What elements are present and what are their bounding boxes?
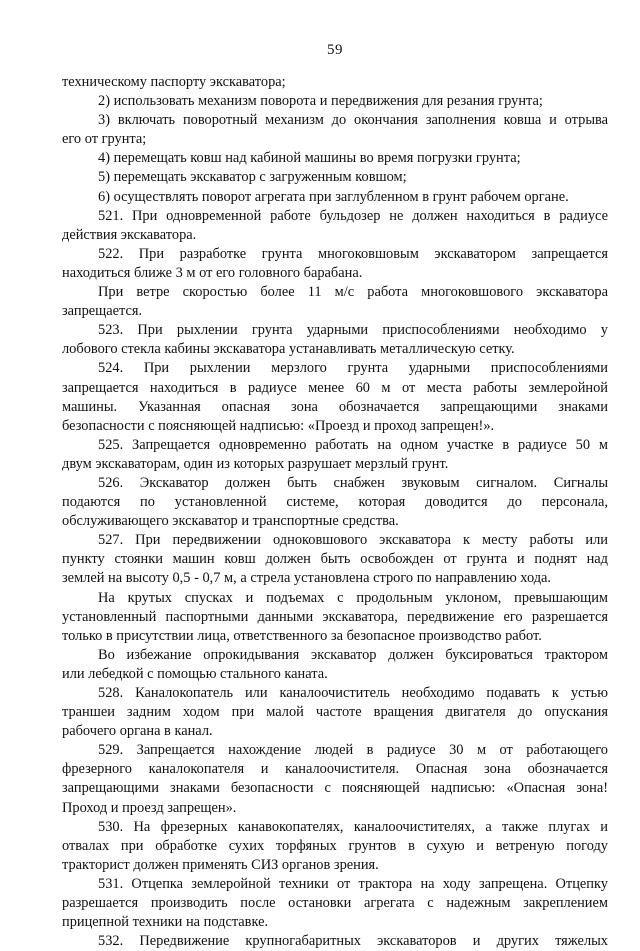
- text-line: землей на высоту 0,5 - 0,7 м, а стрела установлена строго по направлению хода.: [62, 570, 552, 587]
- text-line: На крутых спусках и подъемах с продольным уклоном, превышающим: [98, 589, 608, 606]
- text-line: обслуживающего экскаватор и транспортные средства.: [62, 513, 399, 530]
- text-line: или лебедкой с помощью стального каната.: [62, 665, 328, 682]
- text-line: При ветре скоростью более 11 м/с работа многоковшового экскаватора: [98, 284, 608, 301]
- text-line: безопасности с поясняющей надписью: «Проезд и проход запрещен!».: [62, 417, 495, 434]
- document-body: [62, 73, 608, 951]
- text-line: 3) включать поворотный механизм до окончания заполнения ковша и отрыва: [98, 112, 608, 129]
- text-line: 530. На фрезерных канавокопателях, каналоочистителях, а также плугах и: [98, 818, 608, 835]
- text-line: 526. Экскаватор должен быть снабжен звуковым сигналом. Сигналы: [98, 474, 608, 491]
- text-line: пункту стоянки машин ковш должен быть освобожден от грунта и поднят над: [62, 551, 608, 568]
- text-line: техническому паспорту экскаватора;: [62, 74, 286, 90]
- text-line: только в присутствии лица, ответственного за безопасное производство работ.: [62, 627, 542, 644]
- text-line: 525. Запрещается одновременно работать на одном участке в радиусе 50 м: [98, 436, 608, 453]
- text-line: его от грунта;: [62, 131, 147, 148]
- text-line: 522. При разработке грунта многоковшовым экскаватором запрещается: [98, 245, 608, 262]
- text-line: 532. Передвижение крупногабаритных экскаваторов и других тяжелых: [98, 933, 608, 950]
- text-line: 529. Запрещается нахождение людей в радиусе 30 м от работающего: [98, 742, 608, 759]
- text-line: Проход и проезд запрещен».: [62, 799, 237, 816]
- text-line: действия экскаватора.: [62, 226, 197, 243]
- text-line: разрешается производить после остановки агрегата с надежным закреплением: [62, 895, 608, 912]
- text-line: 527. При передвижении одноковшового экскаватора к месту работы или: [98, 532, 608, 549]
- text-line: 6) осуществлять поворот агрегата при заглубленном в грунт рабочем органе.: [98, 188, 569, 205]
- text-line: рабочего органа в канал.: [62, 723, 213, 740]
- text-line: двум экскаваторам, один из которых разрушает мерзлый грунт.: [62, 455, 449, 472]
- text-line: 531. Отцепка землеройной техники от трактора на ходу запрещена. Отцепку: [98, 875, 608, 892]
- text-line: тракторист должен применять СИЗ органов зрения.: [62, 856, 379, 873]
- text-line: запрещается.: [62, 303, 143, 320]
- text-line: находиться ближе 3 м от его головного барабана.: [62, 264, 363, 281]
- text-line: фрезерного каналокопателя и каналоочистителя. Опасная зона обозначается: [62, 761, 608, 778]
- text-line: лобового стекла кабины экскаватора устанавливать металлическую сетку.: [62, 341, 515, 358]
- text-line: прицепной техники на подставке.: [62, 914, 269, 931]
- page-number: 59: [327, 42, 343, 58]
- text-line: отвалах при обработке сухих торфяных грунтов в сухую и ветреную погоду: [62, 837, 608, 854]
- text-line: запрещается находиться в радиусе менее 60 м от места работы землеройной: [62, 379, 608, 396]
- text-line: установленный паспортными данными экскаватора, передвижение его разрешается: [62, 608, 608, 625]
- text-line: запрещающими знаками безопасности с поясняющей надписью: «Опасная зона!: [62, 780, 608, 797]
- text-line: 4) перемещать ковш над кабиной машины во время погрузки грунта;: [98, 150, 521, 167]
- text-line: 5) перемещать экскаватор с загруженным ковшом;: [98, 169, 407, 186]
- text-line: Во избежание опрокидывания экскаватор должен буксироваться трактором: [98, 646, 608, 663]
- text-line: подаются по установленной системе, которая доводится до персонала,: [62, 494, 608, 511]
- text-line: 524. При рыхлении мерзлого грунта ударными приспособлениями: [98, 360, 608, 377]
- text-line: 521. При одновременной работе бульдозер не должен находиться в радиусе: [98, 207, 608, 224]
- text-line: 528. Каналокопатель или каналоочиститель необходимо подавать к устью: [98, 685, 608, 701]
- text-line: 2) использовать механизм поворота и передвижения для резания грунта;: [98, 93, 543, 110]
- text-line: машины. Указанная опасная зона обозначается запрещающими знаками: [62, 398, 608, 415]
- text-line: траншеи задним ходом при малой частоте вращения двигателя до опускания: [62, 704, 608, 721]
- text-line: 523. При рыхлении грунта ударными приспособлениями необходимо у: [98, 322, 608, 339]
